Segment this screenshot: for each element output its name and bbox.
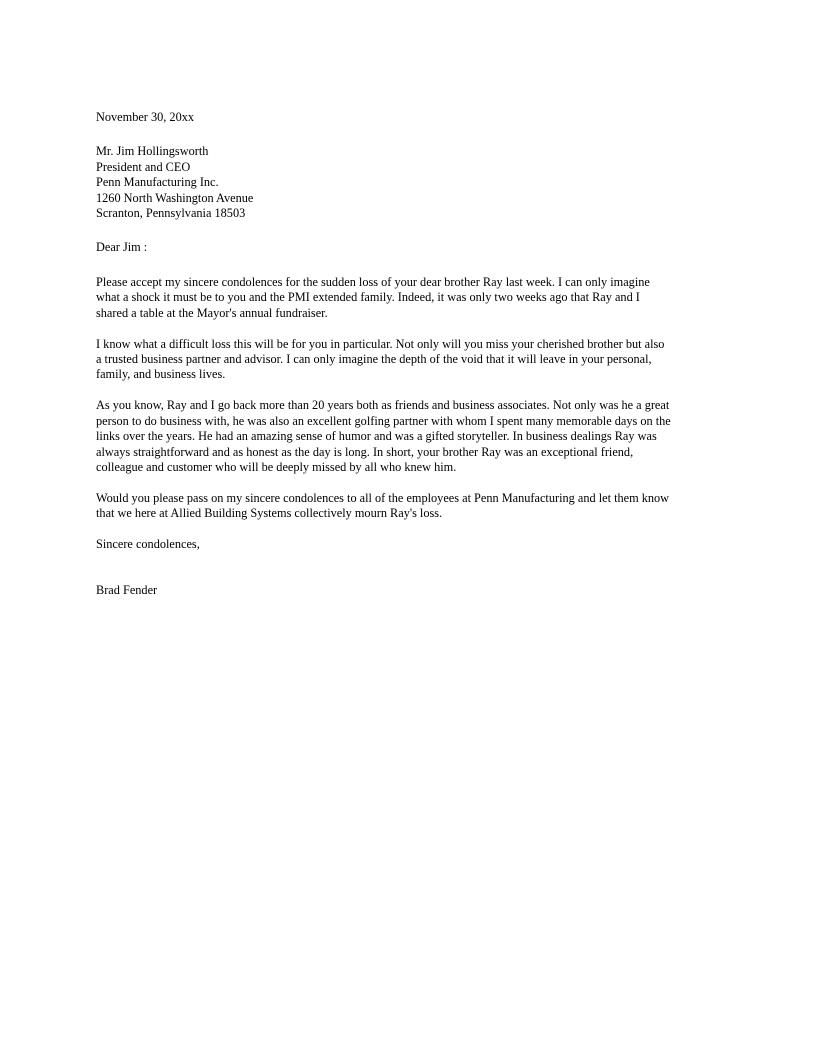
recipient-street: 1260 North Washington Avenue (96, 190, 254, 205)
recipient-address (96, 144, 724, 221)
paragraph-request (96, 491, 724, 522)
recipient-name: Mr. Jim Hollingsworth (96, 144, 209, 159)
salutation: Dear Jim : (96, 240, 148, 255)
paragraph-line: a trusted business partner and advisor. I can only imagine the depth of the void that it will leave in your personal, (96, 351, 652, 366)
paragraph-line: what a shock it must be to you and the PMI extended family. Indeed, it was only two weeks ago that Ray and I (96, 290, 640, 305)
letter-date: November 30, 20xx (96, 110, 195, 124)
recipient-title: President and CEO (96, 159, 191, 174)
paragraph-line: that we here at Allied Building Systems collectively mourn Ray's loss. (96, 506, 443, 521)
paragraph-memories (96, 398, 724, 475)
signature-name: Brad Fender (96, 582, 158, 597)
paragraph-line: links over the years. He had an amazing sense of humor and was a gifted storyteller. In business dealings Ray was (96, 429, 657, 444)
closing: Sincere condolences, (96, 537, 200, 552)
recipient-company: Penn Manufacturing Inc. (96, 175, 219, 190)
paragraph-loss (96, 337, 724, 383)
paragraph-line: I know what a difficult loss this will be for you in particular. Not only will you miss your cherished brother but also (96, 336, 665, 351)
paragraph-line: shared a table at the Mayor's annual fundraiser. (96, 305, 328, 320)
recipient-city: Scranton, Pennsylvania 18503 (96, 206, 246, 221)
paragraph-line: always straightforward and as honest as the day is long. In short, your brother Ray was an exceptional friend, (96, 444, 634, 459)
paragraph-line: Please accept my sincere condolences for the sudden loss of your dear brother Ray last week. I can only imagine (96, 274, 650, 289)
paragraph-line: colleague and customer who will be deeply missed by all who knew him. (96, 459, 457, 474)
paragraph-condolence (96, 275, 724, 321)
paragraph-line: person to do business with, he was also an excellent golfing partner with whom I spent many memorable days on the (96, 413, 671, 428)
paragraph-line: Would you please pass on my sincere condolences to all of the employees at Penn Manufacturing and let them know (96, 490, 670, 505)
paragraph-line: As you know, Ray and I go back more than 20 years both as friends and business associates. Not only was he a great (96, 398, 670, 413)
paragraph-line: family, and business lives. (96, 367, 226, 382)
letter-body (96, 110, 724, 598)
